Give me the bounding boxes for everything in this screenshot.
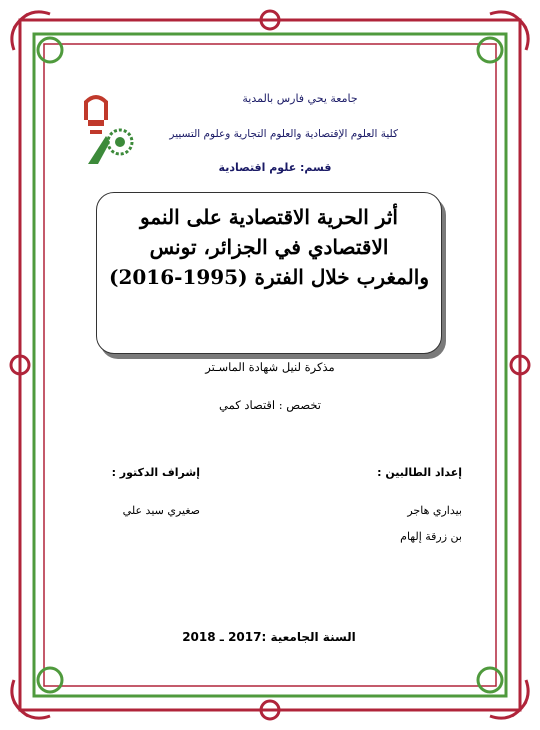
thesis-title-line-2: الاقتصادي في الجزائر، تونس: [149, 235, 389, 259]
academic-year: السنة الجامعية :2017 ـ 2018: [182, 630, 356, 644]
faculty-name: كلية العلوم الإقتصادية والعلوم التجارية وعلوم التسيير: [169, 128, 398, 140]
thesis-title-line-3: والمغرب خلال الفترة (1995-2016): [108, 265, 429, 289]
department-name: قسم: علوم اقتصادية: [218, 161, 332, 174]
supervisor-name: صغيري سيد علي: [122, 504, 200, 517]
degree-memo: مذكرة لنيل شهادة الماسـتر: [205, 360, 335, 374]
supervisor-label: إشراف الدكتور :: [111, 466, 200, 479]
university-logo: [80, 90, 136, 166]
students-label: إعداد الطالبين :: [377, 466, 462, 479]
university-name: جامعة يحي فارس بالمدية: [242, 92, 358, 105]
student-name-1: بيداري هاجر: [407, 504, 462, 517]
thesis-title-line-1: أثر الحرية الاقتصادية على النمو: [140, 205, 398, 229]
thesis-title-box: [96, 192, 442, 354]
student-name-2: بن زرقة إلهام: [400, 530, 462, 543]
specialty: تخصص : اقتصاد كمي: [219, 398, 321, 412]
